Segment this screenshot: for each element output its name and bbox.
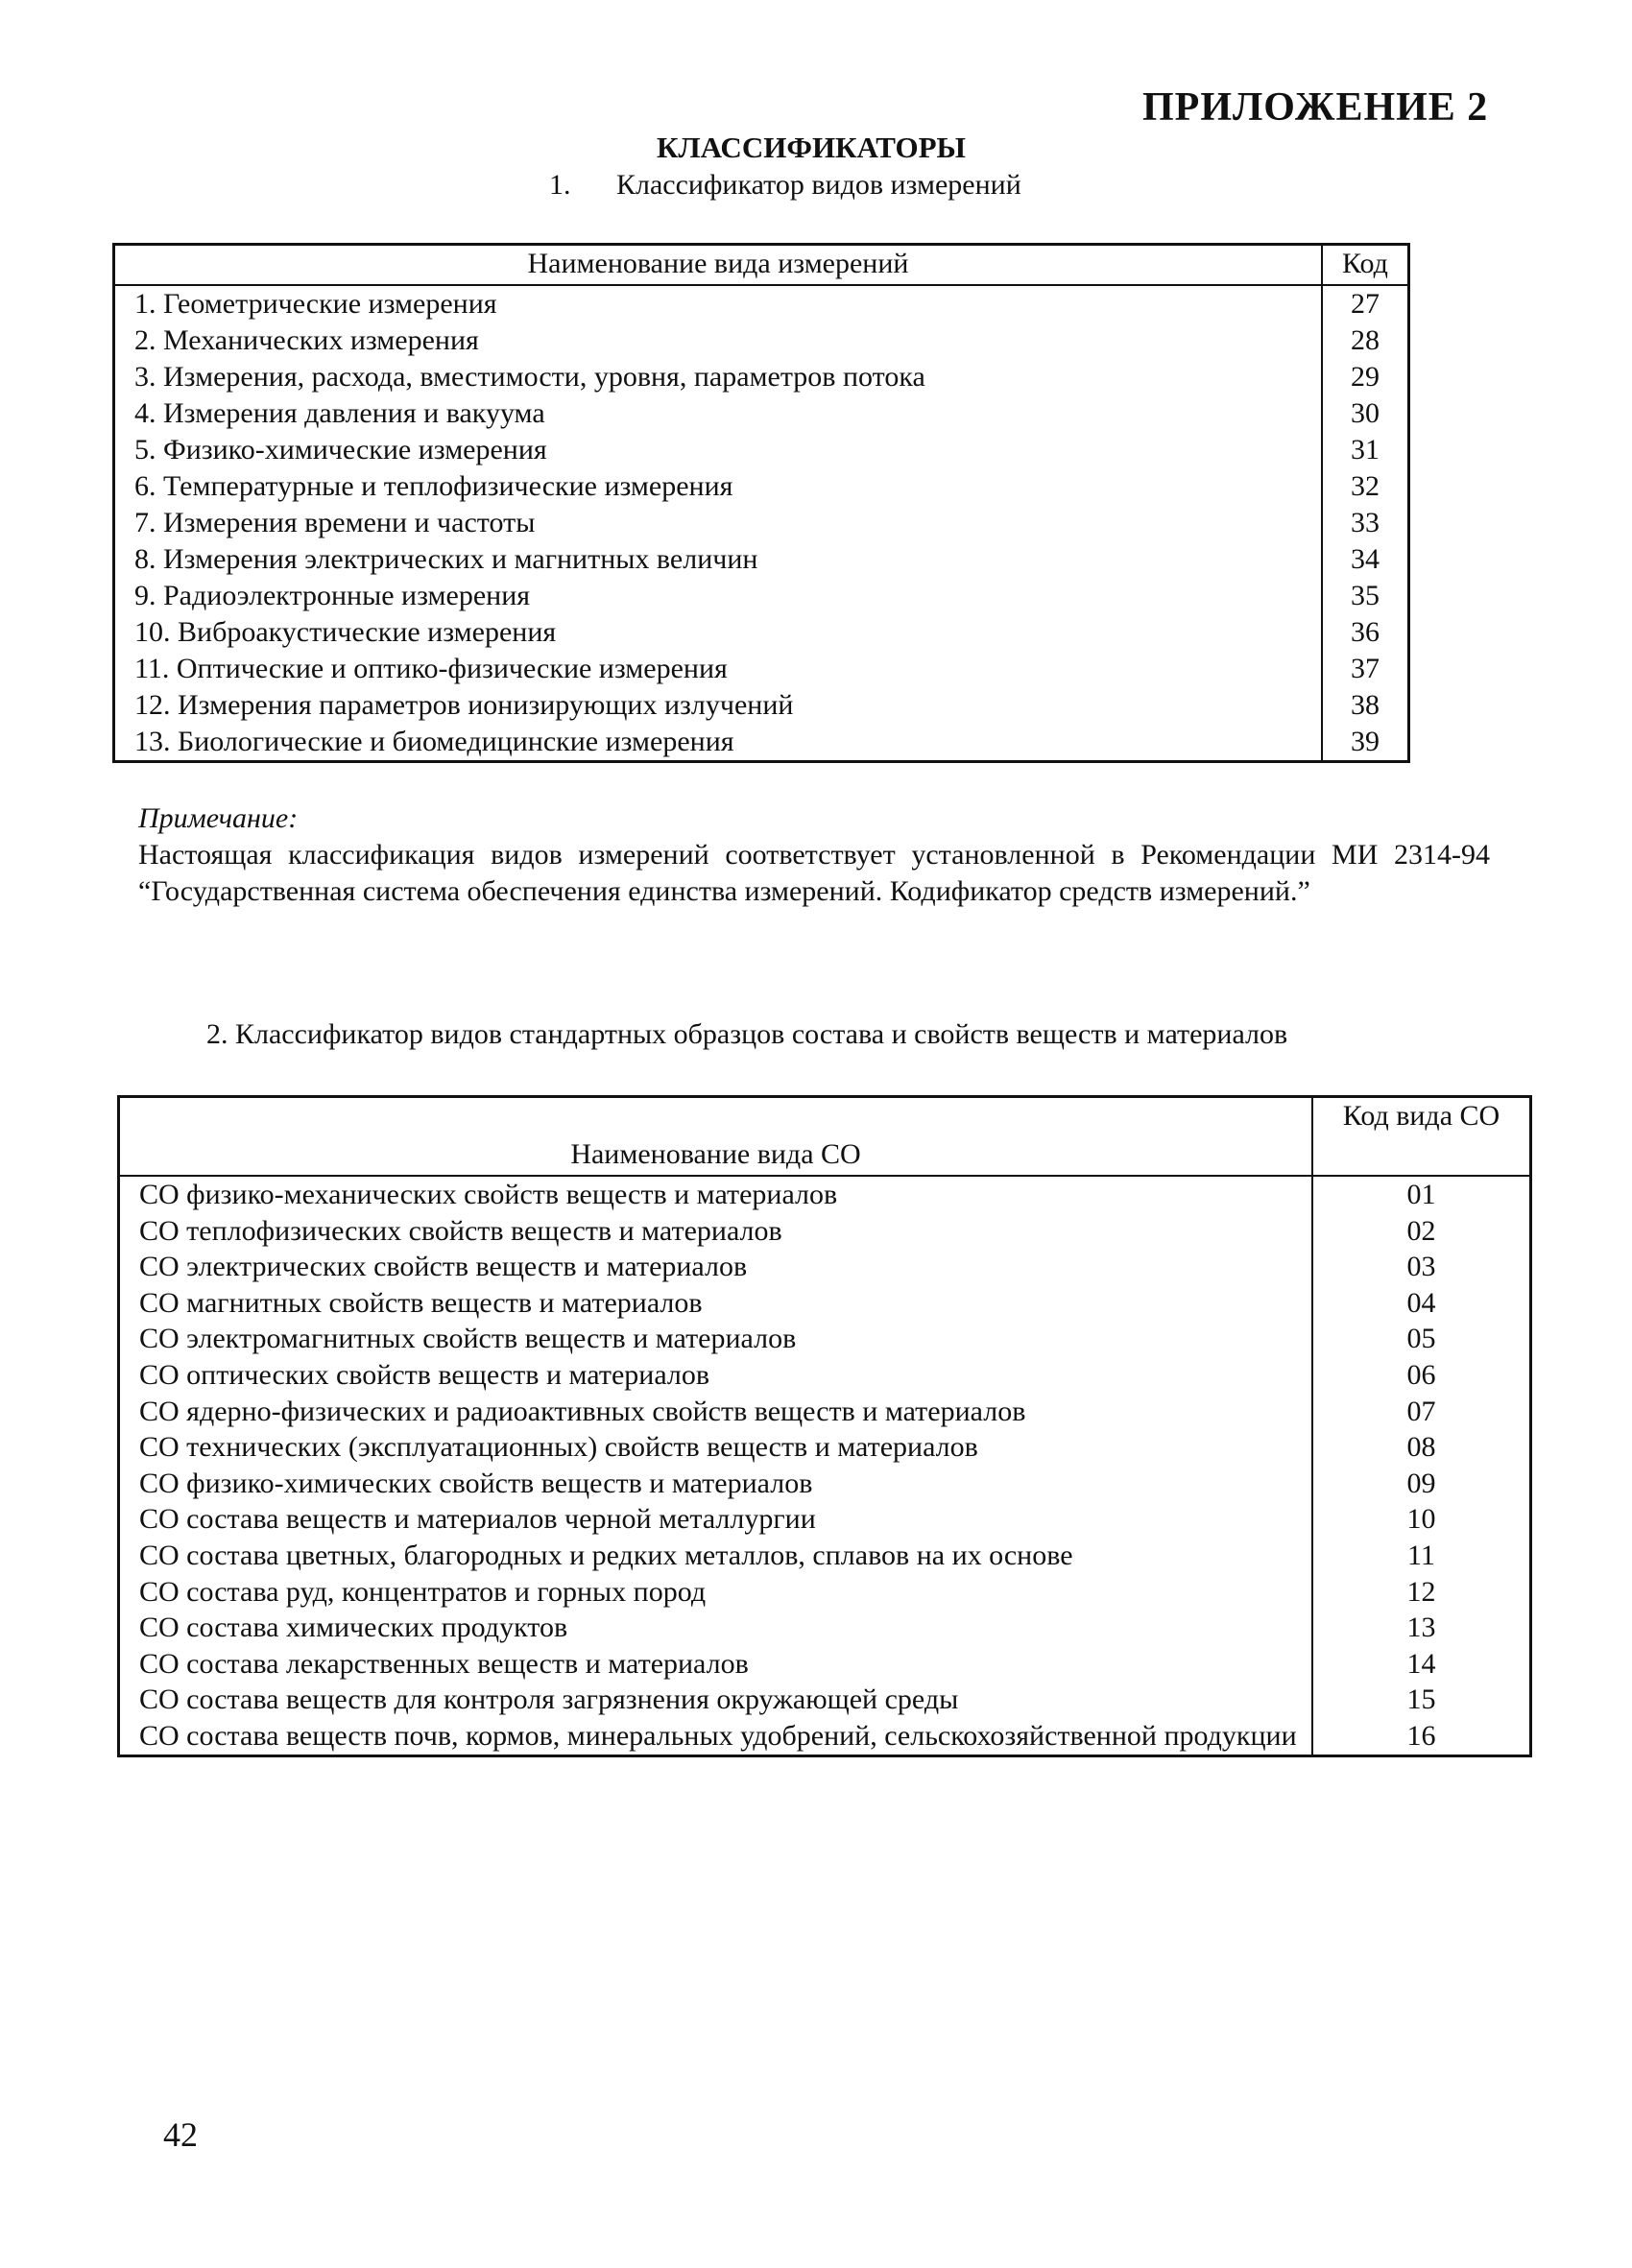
table-header-row bbox=[119, 1097, 1531, 1177]
row-name-cell: 2. Механических измерения bbox=[114, 322, 1323, 359]
row-name-cell: СО состава веществ для контроля загрязнения окружающей среды bbox=[119, 1682, 1313, 1718]
document-title: КЛАССИФИКАТОРЫ bbox=[657, 131, 966, 164]
row-name-cell: СО состава руд, концентратов и горных пород bbox=[119, 1574, 1313, 1611]
table-row bbox=[119, 1610, 1531, 1646]
table-body bbox=[114, 285, 1409, 762]
row-code-cell: 01 bbox=[1406, 1179, 1436, 1210]
table-row bbox=[114, 432, 1409, 468]
row-name-cell: 5. Физико-химические измерения bbox=[114, 432, 1323, 468]
row-code-cell: 12 bbox=[1406, 1575, 1436, 1608]
row-name-cell: СО оптических свойств веществ и материалов bbox=[119, 1357, 1313, 1394]
row-code-cell: 11 bbox=[1407, 1539, 1435, 1571]
column-header-name: Наименование вида измерений bbox=[114, 245, 1323, 286]
row-name-cell: СО электрических свойств веществ и материалов bbox=[119, 1249, 1313, 1285]
row-name-cell: СО состава лекарственных веществ и материалов bbox=[119, 1646, 1313, 1683]
row-code-cell: 08 bbox=[1406, 1431, 1436, 1464]
table-row bbox=[119, 1574, 1531, 1611]
row-name-cell: 6. Температурные и теплофизические измерения bbox=[114, 468, 1323, 505]
row-code-cell: 28 bbox=[1351, 324, 1380, 356]
row-code-cell: 29 bbox=[1351, 361, 1380, 393]
row-code-cell: 13 bbox=[1406, 1611, 1436, 1644]
reference-materials-table bbox=[117, 1095, 1532, 1757]
row-code-cell: 38 bbox=[1351, 689, 1380, 721]
table-row bbox=[119, 1538, 1531, 1574]
row-code-cell: 14 bbox=[1406, 1647, 1436, 1680]
table-row bbox=[119, 1285, 1531, 1322]
table-row bbox=[119, 1213, 1531, 1250]
table-row bbox=[114, 505, 1409, 541]
section1-title bbox=[549, 169, 1021, 202]
table-row bbox=[119, 1176, 1531, 1213]
row-name-cell: СО состава химических продуктов bbox=[119, 1610, 1313, 1646]
row-name-cell: СО физико-механических свойств веществ и материалов bbox=[119, 1176, 1313, 1213]
row-name-cell: СО электромагнитных свойств веществ и материалов bbox=[119, 1321, 1313, 1357]
table-row bbox=[114, 614, 1409, 651]
row-name-cell: 12. Измерения параметров ионизирующих излучений bbox=[114, 687, 1323, 724]
row-name-cell: 7. Измерения времени и частоты bbox=[114, 505, 1323, 541]
row-name-cell: СО ядерно-физических и радиоактивных свойств веществ и материалов bbox=[119, 1394, 1313, 1430]
row-code-cell: 35 bbox=[1351, 580, 1380, 611]
table-row bbox=[114, 687, 1409, 724]
row-name-cell: СО теплофизических свойств веществ и материалов bbox=[119, 1213, 1313, 1250]
column-header-code: Код bbox=[1322, 245, 1409, 286]
table-row bbox=[114, 285, 1409, 322]
table-row bbox=[119, 1249, 1531, 1285]
table-row bbox=[119, 1429, 1531, 1466]
row-code-cell: 04 bbox=[1406, 1286, 1436, 1319]
row-code-cell: 37 bbox=[1351, 653, 1380, 684]
note-text: Настоящая классификация видов измерений соответствует установленной в Рекомендации МИ 2314-94 “Государственная система обеспечения единства измерений. Кодификатор средств измерений.” bbox=[138, 839, 1490, 907]
table-row bbox=[114, 541, 1409, 578]
row-code-cell: 10 bbox=[1406, 1503, 1436, 1536]
row-name-cell: 10. Виброакустические измерения bbox=[114, 614, 1323, 651]
table-row bbox=[119, 1501, 1531, 1538]
note-label: Примечание: bbox=[138, 802, 299, 834]
row-code-cell: 30 bbox=[1351, 397, 1380, 429]
row-name-cell: 8. Измерения электрических и магнитных величин bbox=[114, 541, 1323, 578]
section2-title: 2. Классификатор видов стандартных образцов состава и свойств веществ и материалов bbox=[206, 1018, 1288, 1050]
table-row bbox=[119, 1646, 1531, 1683]
table-row bbox=[119, 1321, 1531, 1357]
table-row bbox=[114, 395, 1409, 432]
table-row bbox=[114, 322, 1409, 359]
section1-number: 1. bbox=[549, 169, 571, 201]
row-code-cell: 34 bbox=[1351, 543, 1380, 575]
table-row bbox=[114, 651, 1409, 687]
row-name-cell: 13. Биологические и биомедицинские измерения bbox=[114, 724, 1323, 762]
row-code-cell: 16 bbox=[1406, 1719, 1436, 1752]
row-name-cell: 4. Измерения давления и вакуума bbox=[114, 395, 1323, 432]
table-row bbox=[114, 724, 1409, 762]
row-name-cell: 11. Оптические и оптико-физические измерения bbox=[114, 651, 1323, 687]
column-header-code: Код вида СО bbox=[1312, 1097, 1531, 1177]
row-code-cell: 15 bbox=[1406, 1683, 1436, 1716]
table-row bbox=[119, 1466, 1531, 1502]
table-row bbox=[114, 468, 1409, 505]
row-name-cell: СО состава веществ почв, кормов, минеральных удобрений, сельскохозяйственной продукции bbox=[119, 1718, 1313, 1755]
table-row bbox=[119, 1394, 1531, 1430]
row-code-cell: 39 bbox=[1351, 726, 1380, 757]
row-code-cell: 07 bbox=[1406, 1395, 1436, 1427]
row-name-cell: СО физико-химических свойств веществ и материалов bbox=[119, 1466, 1313, 1502]
row-name-cell: СО состава веществ и материалов черной металлургии bbox=[119, 1501, 1313, 1538]
table-row bbox=[119, 1718, 1531, 1755]
row-name-cell: 3. Измерения, расхода, вместимости, уровня, параметров потока bbox=[114, 359, 1323, 395]
row-code-cell: 05 bbox=[1406, 1323, 1436, 1355]
row-name-cell: СО магнитных свойств веществ и материалов bbox=[119, 1285, 1313, 1322]
page-number: 42 bbox=[163, 2115, 198, 2154]
row-code-cell: 36 bbox=[1351, 616, 1380, 648]
row-name-cell: СО состава цветных, благородных и редких металлов, сплавов на их основе bbox=[119, 1538, 1313, 1574]
row-name-cell: 1. Геометрические измерения bbox=[114, 285, 1323, 322]
row-code-cell: 09 bbox=[1406, 1467, 1436, 1499]
row-code-cell: 02 bbox=[1406, 1214, 1436, 1247]
table-header-row bbox=[114, 245, 1409, 286]
row-code-cell: 06 bbox=[1406, 1358, 1436, 1391]
row-name-cell: СО технических (эксплуатационных) свойств веществ и материалов bbox=[119, 1429, 1313, 1466]
row-code-cell: 27 bbox=[1351, 288, 1380, 320]
appendix-heading: ПРИЛОЖЕНИЕ 2 bbox=[1142, 85, 1489, 130]
table-row bbox=[114, 359, 1409, 395]
table-row bbox=[119, 1357, 1531, 1394]
section1-title-text: Классификатор видов измерений bbox=[616, 169, 1021, 201]
measurement-types-table bbox=[112, 243, 1410, 763]
row-code-cell: 03 bbox=[1406, 1251, 1436, 1283]
row-name-cell: 9. Радиоэлектронные измерения bbox=[114, 578, 1323, 614]
column-header-name: Наименование вида СО bbox=[119, 1097, 1313, 1177]
row-code-cell: 32 bbox=[1351, 470, 1380, 502]
table-row bbox=[114, 578, 1409, 614]
row-code-cell: 33 bbox=[1351, 507, 1380, 538]
row-code-cell: 31 bbox=[1351, 434, 1380, 466]
table-body bbox=[119, 1176, 1531, 1755]
table-row bbox=[119, 1682, 1531, 1718]
